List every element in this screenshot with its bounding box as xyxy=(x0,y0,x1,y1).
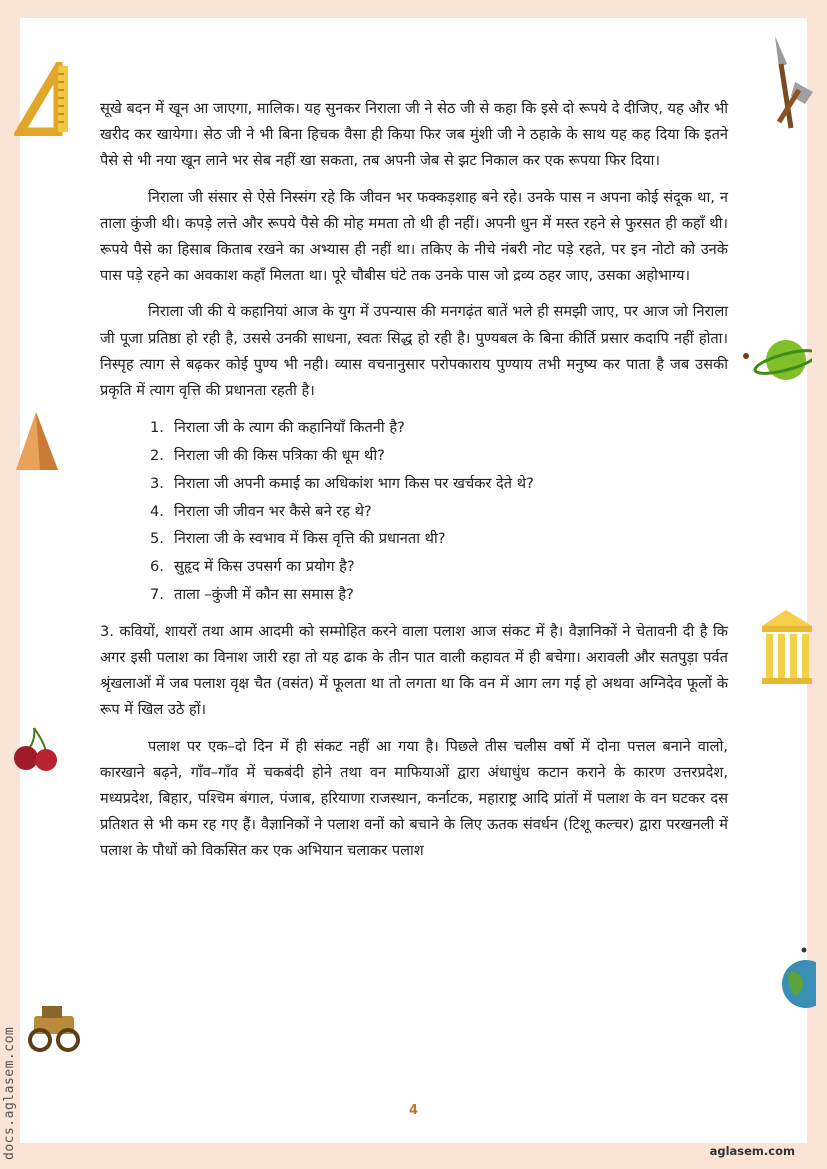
paragraph-4: 3. कवियों, शायरों तथा आम आदमी को सम्मोहित करने वाला पलाश आज संकट में है। वैज्ञानिकों ने चेतावनी दी है कि अगर इसी पलाश का विनाश जारी रहा तो यह ढाक के तीन पात वाली कहावत में ही बचेगा। अरावली और सतपुड़ा पर्वत श्रृंखलाओं में जब पलाश वृक्ष चैत (वसंत) में फूलता था तो लगता था कि वन में आग लग गई हो अथवा अग्निदेव फूलों के रूप में खिल उठे हों। xyxy=(100,622,728,719)
cherries-icon xyxy=(14,724,60,774)
watermark-text: docs.aglasem.com xyxy=(2,1026,17,1160)
page-number: 4 xyxy=(408,1103,419,1118)
paragraph-1: सूखे बदन में खून आ जाएगा, मालिक। यह सुनकर निराला जी ने सेठ जी से कहा कि इसे दो रूपये दे दीजिए, यह और भी खरीद कर खायेगा। सेठ जी ने भी बिना हिचक वैसा ही किया फिर जब मुंशी जी ने ठहाके के साथ यह कह दिया कि इतने पैसे से भी नया खून लाने भर सेब नहीं खा सकता, तब अपनी जेब से झट निकाल कर एक रूपया फिर दिया। xyxy=(100,100,728,170)
question-item xyxy=(150,498,728,526)
question-number: 7. xyxy=(150,586,164,604)
question-number: 5. xyxy=(150,530,164,548)
pyramid-icon xyxy=(14,410,60,472)
question-text: निराला जी जीवन भर कैसे बने रह थे? xyxy=(174,502,372,520)
question-item xyxy=(150,414,728,442)
stone-tools-icon xyxy=(765,34,815,134)
question-number: 4. xyxy=(150,502,164,520)
question-number: 3. xyxy=(150,474,164,492)
question-item xyxy=(150,581,728,609)
question-text: निराला जी के त्याग की कहानियाँ कितनी है? xyxy=(174,419,405,437)
site-footer[interactable]: aglasem.com xyxy=(709,1144,795,1158)
question-text: निराला जी के स्वभाव में किस वृत्ति की प्रधानता थी? xyxy=(174,530,446,548)
question-text: निराला जी अपनी कमाई का अधिकांश भाग किस पर खर्चकर देते थे? xyxy=(174,474,534,492)
question-item xyxy=(150,442,728,470)
question-number: 6. xyxy=(150,558,164,576)
question-text: निराला जी की किस पत्रिका की धूम थी? xyxy=(174,447,385,465)
question-item xyxy=(150,553,728,581)
question-text: ताला –कुंजी में कौन सा समास है? xyxy=(174,586,354,604)
ruler-set-square-icon xyxy=(14,62,70,136)
question-number: 1. xyxy=(150,419,164,437)
paragraph-3: निराला जी की ये कहानियां आज के युग में उपन्यास की मनगढ़ंत बातें भले ही समझी जाए, पर आज जो निराला जी पूजा प्रतिष्ठा हो रही है, उससे उनकी साधना, स्वतः सिद्ध हो रही है। पुण्यबल के बिना कीर्ति प्रसार कदापि नहीं होता। निस्पृह त्याग से बढ़कर कोई पुण्य भी नही। व्यास वचनानुसार परोपकाराय पुण्याय तभी मनुष्य कर पाता है जब उसकी प्रकृति में त्याग वृत्ति की प्रधानता रहती है। xyxy=(100,303,728,400)
document-body xyxy=(100,96,728,875)
question-number: 2. xyxy=(150,447,164,465)
question-list xyxy=(100,414,728,609)
temple-columns-icon xyxy=(758,606,814,686)
vintage-car-icon xyxy=(20,996,84,1056)
question-text: सुहृद में किस उपसर्ग का प्रयोग है? xyxy=(174,558,355,576)
planet-icon xyxy=(742,336,812,386)
question-item xyxy=(150,525,728,553)
question-item xyxy=(150,470,728,498)
globe-icon xyxy=(770,944,816,1016)
paragraph-5: पलाश पर एक–दो दिन में ही संकट नहीं आ गया है। पिछले तीस चलीस वर्षो में दोना पत्तल बनाने वालो, कारखाने बढ़ने, गाँव–गाँव में चकबंदी होने तथा वन माफियाओं द्वारा अंधाधुंध कटान कराने के कारण उत्तरप्रदेश, मध्यप्रदेश, बिहार, पश्चिम बंगाल, पंजाब, हरियाणा राजस्थान, कर्नाटक, महाराष्ट्र आदि प्रांतों में पलाश के वन घटकर दस प्रतिशत से भी कम रह गए हैं। वैज्ञानिकों ने पलाश वनों को बचाने के लिए ऊतक संवर्धन (टिशू कल्चर) द्वारा परखनली में पलाश के पौधों को विकसित कर एक अभियान चलाकर पलाश xyxy=(100,737,728,860)
paragraph-2: निराला जी संसार से ऐसे निस्संग रहे कि जीवन भर फक्कड़शाह बने रहे। उनके पास न अपना कोई संदूक था, न ताला कुंजी थी। कपड़े लत्ते और रूपये पैसे की मोह ममता तो थी ही नहीं। अपनी धुन में मस्त रहने से फुरसत ही कहाँ थी। रूपये पैसे का हिसाब किताब रखने का अभ्यास ही नहीं था। तकिए के नीचे नंबरी नोट पड़े रहते, पर इन नोटो को उनके पास पड़े रहने का अवकाश कहाँ मिलता था। पूरे चौबीस घंटे तक उनके पास जो द्रव्य ठहर जाए, उसका अहोभाग्य। xyxy=(100,188,728,285)
